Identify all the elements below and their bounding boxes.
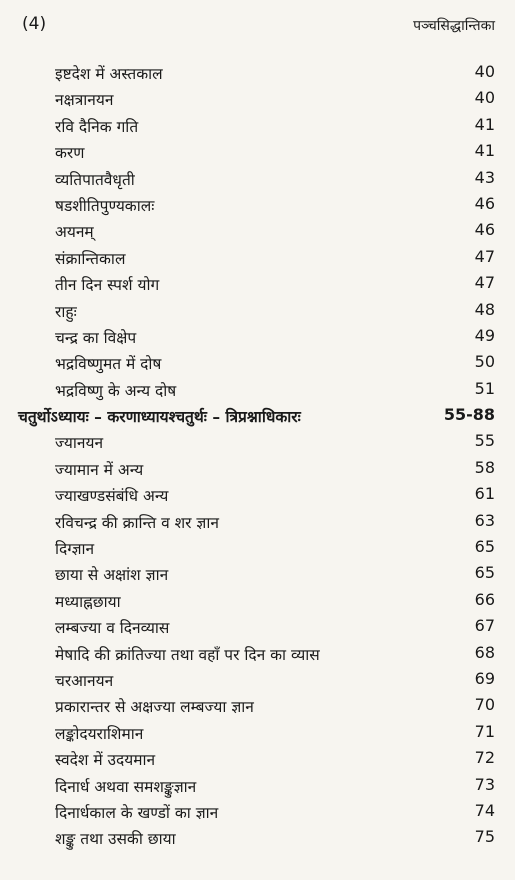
toc-entry-page: 71	[474, 721, 495, 741]
toc-entry-page: 66	[474, 589, 495, 609]
toc-entry-title: ज्यानयन	[55, 434, 104, 453]
toc-entry	[0, 825, 515, 851]
toc-entry	[0, 166, 515, 192]
toc-entry-title: राहुः	[55, 302, 77, 321]
toc-entry-page: 74	[474, 800, 495, 820]
toc-entry-page: 69	[474, 668, 495, 688]
toc-entry	[0, 693, 515, 719]
toc-entry-title: इष्टदेश में अस्तकाल	[55, 65, 163, 83]
toc-entry	[0, 641, 515, 667]
toc-entry	[0, 667, 515, 693]
toc-entry-page: 50	[474, 352, 495, 372]
toc-entry-page: 68	[474, 642, 495, 662]
toc-entry-page: 47	[474, 246, 495, 266]
toc-entry-title: दिग्ज्ञान	[55, 540, 95, 559]
toc-entry-title: नक्षत्रानयन	[55, 91, 114, 110]
toc-entry-title: छाया से अक्षांश ज्ञान	[55, 566, 169, 585]
toc-entry-title: भद्रविष्णु के अन्य दोष	[55, 381, 177, 400]
toc-entry-title: चन्द्र का विक्षेप	[55, 328, 137, 347]
toc-entry-page: 65	[474, 563, 495, 583]
toc-entry-page: 61	[474, 484, 495, 504]
toc-entry	[0, 720, 515, 746]
toc-entry-title: चरआनयन	[55, 671, 114, 690]
toc-entry-page: 47	[474, 273, 495, 293]
toc-entry-page: 65	[474, 537, 495, 557]
toc-entry-title: दिनार्धकाल के खण्डों का ज्ञान	[55, 803, 219, 822]
table-of-contents	[0, 60, 515, 852]
toc-entry	[0, 350, 515, 376]
toc-entry-title: अयनम्	[55, 223, 94, 242]
toc-entry-page: 41	[474, 114, 495, 134]
toc-entry-page: 49	[474, 325, 495, 345]
toc-entry-title: शङ्कु तथा उसकी छाया	[55, 830, 176, 849]
toc-entry-page: 48	[474, 299, 495, 319]
toc-entry-title: ज्याखण्डसंबंधि अन्य	[55, 487, 169, 506]
toc-entry	[0, 509, 515, 535]
toc-entry-page: 70	[474, 695, 495, 715]
toc-entry-page: 58	[474, 457, 495, 477]
toc-entry-title: करण	[55, 144, 85, 163]
toc-entry	[0, 245, 515, 271]
toc-entry-title: चतुर्थोऽध्यायः – करणाध्यायश्चतुर्थः – त्रिप्रश्नाधिकारः	[18, 408, 301, 427]
toc-entry	[0, 482, 515, 508]
toc-entry-title: दिनार्ध अथवा समशङ्कुज्ञान	[55, 777, 197, 796]
toc-entry	[0, 588, 515, 614]
toc-entry	[0, 773, 515, 799]
toc-entry-page: 73	[474, 774, 495, 794]
toc-entry-page: 40	[474, 62, 495, 81]
toc-entry	[0, 456, 515, 482]
toc-entry	[0, 60, 515, 86]
toc-entry	[0, 535, 515, 561]
toc-entry-page: 46	[474, 193, 495, 213]
toc-entry-title: षडशीतिपुण्यकालः	[55, 196, 155, 215]
toc-entry-title: संक्रान्तिकाल	[55, 249, 126, 268]
toc-entry-title: रवि दैनिक गति	[55, 117, 139, 136]
toc-entry-title: ज्यामान में अन्य	[55, 460, 144, 479]
toc-entry-page: 46	[474, 220, 495, 240]
toc-entry-page: 55-88	[443, 405, 495, 425]
toc-entry	[0, 192, 515, 218]
toc-entry-title: प्रकारान्तर से अक्षज्या लम्बज्या ज्ञान	[55, 698, 254, 717]
toc-entry-title: मेषादि की क्रांतिज्या तथा वहाँ पर दिन का व्यास	[55, 645, 320, 664]
toc-entry-page: 72	[474, 748, 495, 768]
toc-entry-title: रविचन्द्र की क्रान्ति व शर ज्ञान	[55, 513, 219, 532]
toc-entry	[0, 139, 515, 165]
running-title: पञ्चसिद्धान्तिका	[413, 18, 495, 34]
toc-entry-title: लङ्कोदयराशिमान	[55, 724, 144, 743]
toc-entry-page: 41	[474, 141, 495, 161]
toc-entry-title: लम्बज्या व दिनव्यास	[55, 619, 170, 638]
toc-entry-title: तीन दिन स्पर्श योग	[55, 276, 160, 295]
toc-entry	[0, 746, 515, 772]
toc-entry-page: 40	[474, 88, 495, 108]
toc-entry	[0, 324, 515, 350]
toc-entry-title: मध्याह्नछाया	[55, 592, 121, 611]
toc-entry	[0, 561, 515, 587]
toc-entry-title: स्वदेश में उदयमान	[55, 751, 156, 770]
toc-entry-page: 67	[474, 616, 495, 636]
toc-entry-page: 63	[474, 510, 495, 530]
toc-entry	[0, 799, 515, 825]
toc-entry	[0, 377, 515, 403]
toc-entry	[0, 298, 515, 324]
page-number: (4)	[22, 14, 47, 34]
toc-entry	[0, 113, 515, 139]
toc-entry	[0, 86, 515, 112]
toc-chapter-heading	[0, 403, 515, 429]
toc-entry-title: व्यतिपातवैधृती	[55, 170, 135, 189]
toc-entry	[0, 614, 515, 640]
toc-entry	[0, 429, 515, 455]
toc-entry	[0, 271, 515, 297]
toc-entry-page: 43	[474, 167, 495, 187]
toc-entry-page: 75	[474, 827, 495, 847]
toc-entry-title: भद्रविष्णुमत में दोष	[55, 355, 162, 374]
toc-entry-page: 51	[474, 378, 495, 398]
toc-entry-page: 55	[474, 431, 495, 451]
toc-entry	[0, 218, 515, 244]
